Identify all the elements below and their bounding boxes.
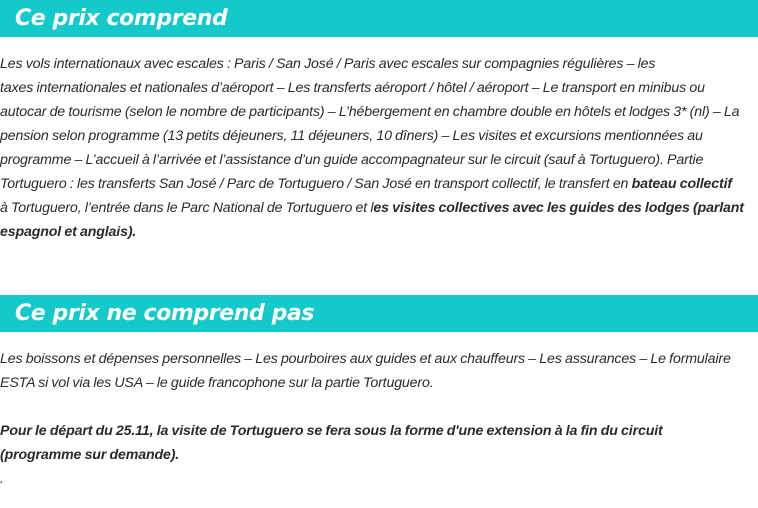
included-line-5: programme – L’accueil à l’arrivée et l’assistance d’un guide accompagnateur sur le circuit (sauf à Tortuguero). Partie	[0, 152, 704, 168]
not-included-line-2: ESTA si vol via les USA – le guide francophone sur la partie Tortuguero.	[0, 375, 434, 391]
included-line-1: Les vols internationaux avec escales : Paris / San José / Paris avec escales sur compagnies régulières – les	[0, 56, 656, 72]
included-line-2: taxes internationales et nationales d’aéroport – Les transferts aéroport / hôtel / aéroport – Le transport en minibus ou	[0, 80, 705, 96]
included-line-6-bold: bateau collectif	[631, 176, 732, 192]
departure-note	[0, 419, 758, 467]
not-included-description	[0, 347, 758, 395]
section-header-not-included	[0, 295, 758, 332]
included-line-7-bold: es visites collectives avec les guides des lodges (parlant	[373, 200, 744, 216]
section-header-included	[0, 0, 758, 37]
included-line-7: à Tortuguero, l’entrée dans le Parc National de Tortuguero et l	[0, 200, 374, 216]
departure-note-line-2: (programme sur demande).	[0, 447, 180, 463]
included-line-8-bold: espagnol et anglais).	[0, 224, 137, 240]
trailing-dot: .	[0, 471, 4, 487]
departure-note-line-1: Pour le départ du 25.11, la visite de Tortuguero se fera sous la forme d'une extension à la fin du circuit	[0, 423, 663, 439]
included-line-3: autocar de tourisme (selon le nombre de participants) – L’hébergement en chambre double en hôtels et lodges 3* (nl) – La	[0, 104, 740, 120]
section-title-not-included: Ce prix ne comprend pas	[15, 301, 315, 326]
not-included-line-1: Les boissons et dépenses personnelles – Les pourboires aux guides et aux chauffeurs – Les assurances – Le formulaire	[0, 351, 731, 367]
included-line-4: pension selon programme (13 petits déjeuners, 11 déjeuners, 10 dîners) – Les visites et excursions mentionnées au	[0, 128, 703, 144]
section-title-included: Ce prix comprend	[15, 6, 228, 31]
included-description	[0, 52, 758, 244]
included-line-6: Tortuguero : les transferts San José / Parc de Tortuguero / San José en transport collectif, le transfert en	[0, 176, 632, 192]
